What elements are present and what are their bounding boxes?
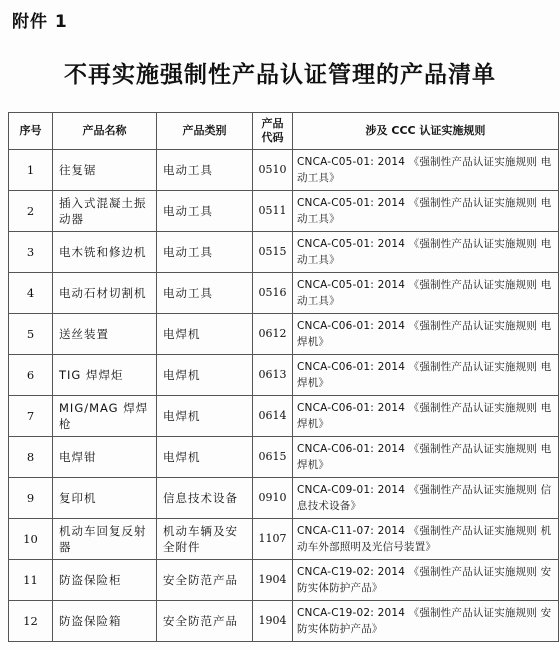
table-row bbox=[9, 437, 559, 478]
cell-no: 2 bbox=[9, 191, 53, 232]
table-row bbox=[9, 232, 559, 273]
cell-type: 机动车辆及安全附件 bbox=[157, 519, 253, 560]
table-row bbox=[9, 478, 559, 519]
cell-rule: CNCA-C06-01: 2014 《强制性产品认证实施规则 电焊机》 bbox=[293, 355, 559, 396]
cell-code: 1904 bbox=[253, 560, 293, 601]
cell-name: MIG/MAG 焊焊枪 bbox=[53, 396, 157, 437]
cell-rule: CNCA-C06-01: 2014 《强制性产品认证实施规则 电焊机》 bbox=[293, 396, 559, 437]
cell-type: 安全防范产品 bbox=[157, 601, 253, 642]
cell-type: 电焊机 bbox=[157, 355, 253, 396]
cell-name: TIG 焊焊炬 bbox=[53, 355, 157, 396]
header-code bbox=[253, 113, 293, 150]
cell-name: 插入式混凝土振动器 bbox=[53, 191, 157, 232]
cell-code: 1107 bbox=[253, 519, 293, 560]
header-no: 序号 bbox=[9, 113, 53, 150]
cell-no: 10 bbox=[9, 519, 53, 560]
table-row bbox=[9, 601, 559, 642]
cell-no: 8 bbox=[9, 437, 53, 478]
cell-type: 电焊机 bbox=[157, 437, 253, 478]
cell-rule: CNCA-C05-01: 2014 《强制性产品认证实施规则 电动工具》 bbox=[293, 232, 559, 273]
table-row bbox=[9, 314, 559, 355]
cell-name: 送丝装置 bbox=[53, 314, 157, 355]
cell-code: 0615 bbox=[253, 437, 293, 478]
cell-type: 信息技术设备 bbox=[157, 478, 253, 519]
cell-rule: CNCA-C09-01: 2014 《强制性产品认证实施规则 信息技术设备》 bbox=[293, 478, 559, 519]
cell-name: 防盗保险柜 bbox=[53, 560, 157, 601]
cell-type: 电动工具 bbox=[157, 232, 253, 273]
cell-no: 1 bbox=[9, 150, 53, 191]
cell-rule: CNCA-C05-01: 2014 《强制性产品认证实施规则 电动工具》 bbox=[293, 150, 559, 191]
cell-code: 0614 bbox=[253, 396, 293, 437]
cell-code: 0511 bbox=[253, 191, 293, 232]
cell-type: 电动工具 bbox=[157, 150, 253, 191]
cell-name: 机动车回复反射器 bbox=[53, 519, 157, 560]
table-row bbox=[9, 519, 559, 560]
cell-no: 6 bbox=[9, 355, 53, 396]
cell-code: 0515 bbox=[253, 232, 293, 273]
cell-type: 安全防范产品 bbox=[157, 560, 253, 601]
cell-code: 0613 bbox=[253, 355, 293, 396]
table-header-row bbox=[9, 113, 559, 150]
cell-no: 11 bbox=[9, 560, 53, 601]
cell-name: 复印机 bbox=[53, 478, 157, 519]
cell-rule: CNCA-C05-01: 2014 《强制性产品认证实施规则 电动工具》 bbox=[293, 191, 559, 232]
cell-type: 电焊机 bbox=[157, 396, 253, 437]
cell-name: 电焊钳 bbox=[53, 437, 157, 478]
cell-code: 0910 bbox=[253, 478, 293, 519]
cell-rule: CNCA-C06-01: 2014 《强制性产品认证实施规则 电焊机》 bbox=[293, 437, 559, 478]
table-row bbox=[9, 355, 559, 396]
table-row bbox=[9, 150, 559, 191]
cell-code: 0612 bbox=[253, 314, 293, 355]
table-row bbox=[9, 560, 559, 601]
cell-no: 9 bbox=[9, 478, 53, 519]
cell-name: 往复锯 bbox=[53, 150, 157, 191]
product-list-table bbox=[8, 112, 559, 642]
cell-rule: CNCA-C19-02: 2014 《强制性产品认证实施规则 安防实体防护产品》 bbox=[293, 560, 559, 601]
header-code-line1: 产品 bbox=[261, 117, 284, 130]
cell-code: 0510 bbox=[253, 150, 293, 191]
cell-rule: CNCA-C19-02: 2014 《强制性产品认证实施规则 安防实体防护产品》 bbox=[293, 601, 559, 642]
header-type: 产品类别 bbox=[157, 113, 253, 150]
cell-rule: CNCA-C11-07: 2014 《强制性产品认证实施规则 机动车外部照明及光信号装置》 bbox=[293, 519, 559, 560]
header-name: 产品名称 bbox=[53, 113, 157, 150]
header-code-line2: 代码 bbox=[261, 131, 284, 144]
cell-no: 3 bbox=[9, 232, 53, 273]
cell-no: 12 bbox=[9, 601, 53, 642]
cell-name: 防盗保险箱 bbox=[53, 601, 157, 642]
cell-rule: CNCA-C06-01: 2014 《强制性产品认证实施规则 电焊机》 bbox=[293, 314, 559, 355]
cell-no: 5 bbox=[9, 314, 53, 355]
cell-type: 电动工具 bbox=[157, 273, 253, 314]
cell-code: 0516 bbox=[253, 273, 293, 314]
table-row bbox=[9, 191, 559, 232]
cell-name: 电木铣和修边机 bbox=[53, 232, 157, 273]
attachment-label: 附件 1 bbox=[12, 12, 68, 32]
table-row bbox=[9, 273, 559, 314]
cell-no: 7 bbox=[9, 396, 53, 437]
header-rule: 涉及 CCC 认证实施规则 bbox=[293, 113, 559, 150]
cell-type: 电焊机 bbox=[157, 314, 253, 355]
cell-rule: CNCA-C05-01: 2014 《强制性产品认证实施规则 电动工具》 bbox=[293, 273, 559, 314]
cell-name: 电动石材切割机 bbox=[53, 273, 157, 314]
cell-no: 4 bbox=[9, 273, 53, 314]
cell-type: 电动工具 bbox=[157, 191, 253, 232]
cell-code: 1904 bbox=[253, 601, 293, 642]
document-title: 不再实施强制性产品认证管理的产品清单 bbox=[64, 62, 496, 88]
table-row bbox=[9, 396, 559, 437]
